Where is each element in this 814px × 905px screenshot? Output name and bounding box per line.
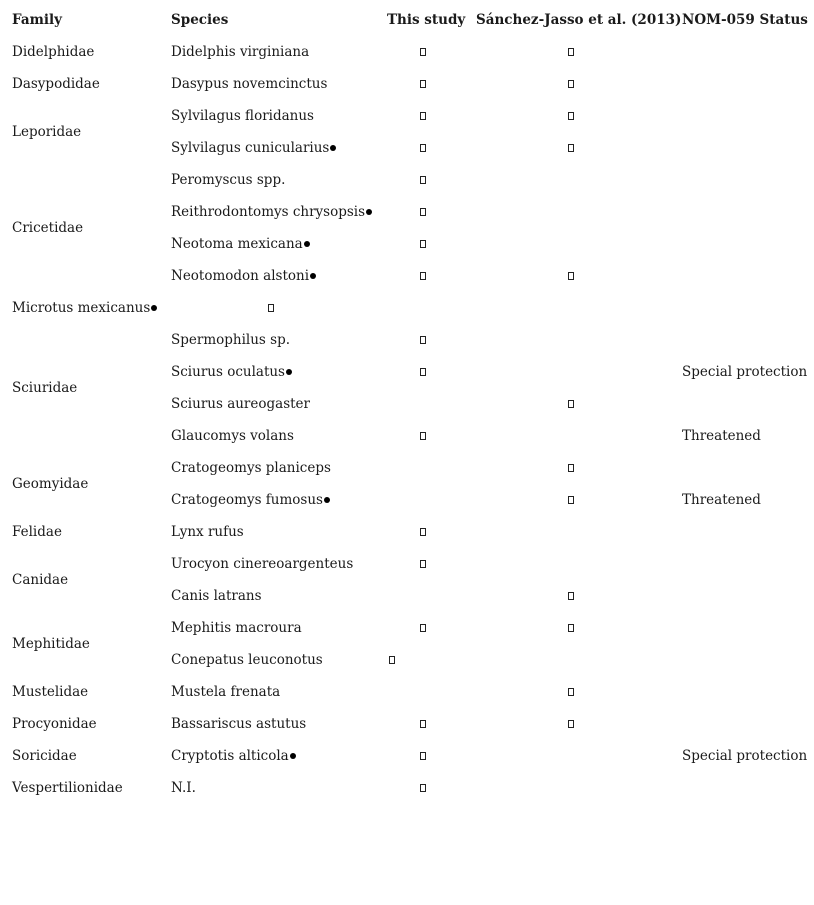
record-check-icon [268, 304, 274, 312]
species-name: Neotomodon alstoni [171, 268, 310, 284]
species-cell [171, 652, 323, 668]
header-this-study: This study [387, 12, 466, 28]
species-cell [171, 172, 285, 188]
sanchez-check-icon [568, 112, 574, 120]
endemic-dot-icon [286, 369, 292, 375]
species-name: Cratogeomys fumosus [171, 492, 323, 508]
family-name: Vespertilionidae [12, 780, 123, 796]
species-cell [171, 108, 314, 124]
species-name: Cratogeomys planiceps [171, 460, 331, 476]
species-cell [171, 364, 292, 380]
sanchez-check-icon [568, 464, 574, 472]
species-cell [171, 684, 280, 700]
species-cell [171, 332, 290, 348]
family-cell [12, 780, 123, 796]
this-study-check-icon [420, 48, 426, 56]
endemic-dot-icon [151, 305, 157, 311]
this-study-check-icon [420, 176, 426, 184]
species-name: Cryptotis alticola [171, 748, 289, 764]
species-name: Canis latrans [171, 588, 262, 604]
sanchez-check-icon [568, 592, 574, 600]
family-name: Dasypodidae [12, 76, 100, 92]
family-cell [12, 380, 77, 396]
species-cell [171, 460, 331, 476]
species-name: Peromyscus spp. [171, 172, 286, 188]
endemic-dot-icon [324, 497, 330, 503]
endemic-dot-icon [290, 753, 296, 759]
species-cell [171, 492, 330, 508]
this-study-check-icon [420, 272, 426, 280]
species-name: Spermophilus sp. [171, 332, 291, 348]
species-name: Mephitis macroura [171, 620, 302, 636]
family-name: Leporidae [12, 124, 82, 140]
nom-status-cell: Threatened [682, 492, 761, 508]
sanchez-check-icon [568, 48, 574, 56]
this-study-check-icon [420, 624, 426, 632]
this-study-check-icon [420, 720, 426, 728]
species-name: Lynx rufus [171, 524, 244, 540]
family-cell [12, 684, 88, 700]
species-name: Conepatus leuconotus [171, 652, 323, 668]
header-family: Family [12, 12, 62, 28]
family-cell [12, 300, 157, 316]
record-check-icon [389, 656, 395, 664]
species-cell [171, 716, 306, 732]
endemic-dot-icon [304, 241, 310, 247]
family-cell [12, 572, 68, 588]
family-cell [12, 476, 88, 492]
sanchez-check-icon [568, 80, 574, 88]
sanchez-check-icon [568, 624, 574, 632]
nom-status-cell: Special protection [682, 748, 808, 764]
family-cell [12, 716, 97, 732]
header-species: Species [171, 12, 229, 28]
sanchez-check-icon [568, 720, 574, 728]
species-cell [171, 76, 327, 92]
family-cell [12, 748, 77, 764]
species-cell [171, 204, 372, 220]
species-cell [171, 44, 309, 60]
nom-status-cell: Special protection [682, 364, 808, 380]
endemic-dot-icon [310, 273, 316, 279]
species-cell [171, 396, 310, 412]
family-cell [12, 124, 81, 140]
this-study-check-icon [420, 752, 426, 760]
species-name: N.I. [171, 780, 196, 796]
species-cell [171, 748, 296, 764]
family-name: Cricetidae [12, 220, 84, 236]
species-name: Didelphis virginiana [171, 44, 310, 60]
species-cell [171, 428, 294, 444]
species-cell [171, 268, 316, 284]
species-name: Reithrodontomys chrysopsis [171, 204, 366, 220]
header-sanchez-jasso: Sánchez-Jasso et al. (2013) [476, 12, 682, 28]
header-nom-059-status: NOM-059 Status [682, 12, 808, 28]
family-cell [12, 220, 83, 236]
family-name: Procyonidae [12, 716, 97, 732]
family-name: Didelphidae [12, 44, 95, 60]
this-study-check-icon [420, 336, 426, 344]
family-cell [12, 76, 100, 92]
species-cell [171, 620, 302, 636]
sanchez-check-icon [568, 272, 574, 280]
this-study-check-icon [420, 240, 426, 248]
species-cell [171, 236, 310, 252]
endemic-dot-icon [330, 145, 336, 151]
family-name: Sciuridae [12, 380, 78, 396]
sanchez-check-icon [568, 400, 574, 408]
this-study-check-icon [420, 528, 426, 536]
species-name: Glaucomys volans [171, 428, 294, 444]
family-cell [12, 636, 90, 652]
this-study-check-icon [420, 80, 426, 88]
species-name: Mustela frenata [171, 684, 281, 700]
family-name: Mustelidae [12, 684, 89, 700]
endemic-dot-icon [366, 209, 372, 215]
species-cell [171, 556, 353, 572]
nom-status-cell: Threatened [682, 428, 761, 444]
sanchez-check-icon [568, 496, 574, 504]
species-cell [171, 140, 336, 156]
this-study-check-icon [420, 560, 426, 568]
sanchez-check-icon [568, 144, 574, 152]
this-study-check-icon [420, 112, 426, 120]
species-name: Neotoma mexicana [171, 236, 303, 252]
species-name: Sciurus oculatus [171, 364, 285, 380]
species-name: Dasypus novemcinctus [171, 76, 328, 92]
family-cell [12, 524, 62, 540]
this-study-check-icon [420, 368, 426, 376]
species-cell [171, 524, 244, 540]
species-cell [171, 780, 196, 796]
sanchez-check-icon [568, 688, 574, 696]
this-study-check-icon [420, 432, 426, 440]
family-name: Geomyidae [12, 476, 89, 492]
species-name: Sylvilagus floridanus [171, 108, 314, 124]
family-cell [12, 44, 94, 60]
species-name: Sciurus aureogaster [171, 396, 310, 412]
species-name: Bassariscus astutus [171, 716, 307, 732]
this-study-check-icon [420, 144, 426, 152]
family-name: Soricidae [12, 748, 77, 764]
family-name: Microtus mexicanus [12, 300, 151, 316]
family-name: Mephitidae [12, 636, 90, 652]
this-study-check-icon [420, 784, 426, 792]
family-name: Canidae [12, 572, 69, 588]
species-name: Sylvilagus cunicularius [171, 140, 330, 156]
family-name: Felidae [12, 524, 62, 540]
this-study-check-icon [420, 208, 426, 216]
species-name: Urocyon cinereoargenteus [171, 556, 354, 572]
species-cell [171, 588, 262, 604]
